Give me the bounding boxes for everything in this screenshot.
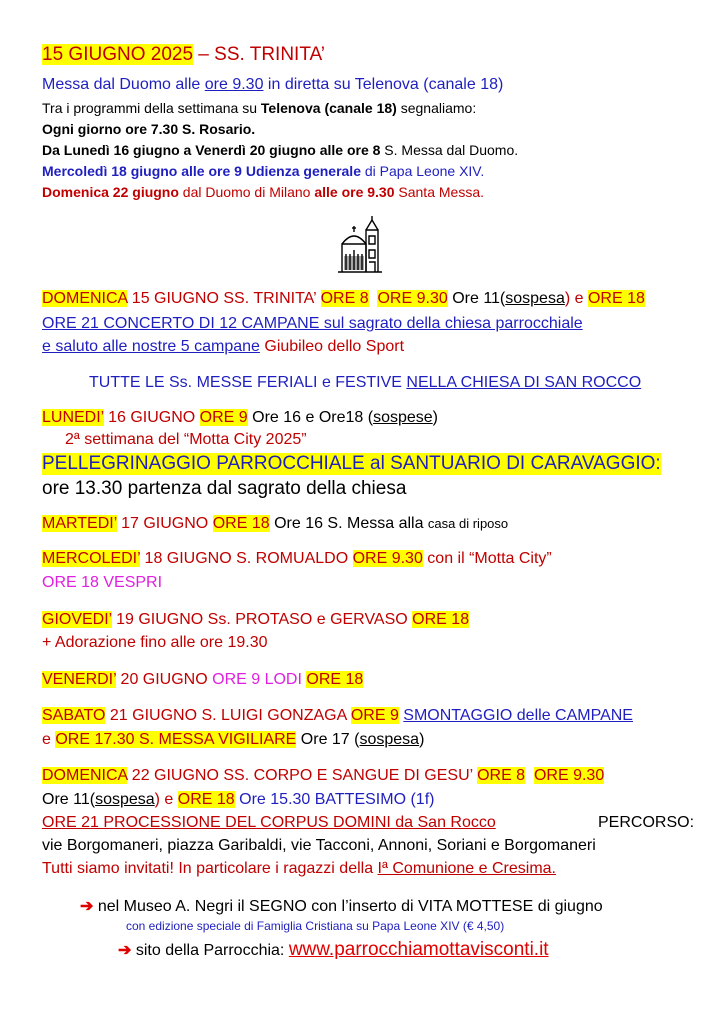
processione-line: ORE 21 PROCESSIONE DEL CORPUS DOMINI da San Rocco — [42, 814, 496, 831]
pellegrinaggio-line: PELLEGRINAGGIO PARROCCHIALE al SANTUARIO DI CARAVAGGIO: — [42, 453, 661, 474]
thursday-line: GIOVEDI’ 19 GIUGNO Ss. PROTASO e GERVASO ORE 18 — [42, 611, 470, 628]
rosario-line: Ogni giorno ore 7.30 S. Rosario. — [42, 121, 256, 137]
partenza-line: ore 13.30 partenza dal sagrato della chiesa — [42, 478, 407, 499]
percorso-vie: vie Borgomaneri, piazza Garibaldi, vie Tacconi, Annoni, Soriani e Borgomaneri — [42, 837, 596, 854]
percorso-label: PERCORSO: — [598, 814, 695, 831]
museo-line: ➔ nel Museo A. Negri il SEGNO con l’inserto di VITA MOTTESE di giugno — [80, 898, 603, 915]
udienza-line: Mercoledì 18 giugno alle ore 9 Udienza generale di Papa Leone XIV. — [42, 163, 485, 179]
vespri-line: ORE 18 VESPRI — [42, 574, 163, 591]
edizione-line: con edizione speciale di Famiglia Cristiana su Papa Leone XIV (€ 4,50) — [126, 919, 505, 933]
church-icon — [336, 214, 384, 274]
sunday-15-line: DOMENICA 15 GIUGNO SS. TRINITA’ ORE 8 ORE 9.30 Ore 11(sospesa) e ORE 18 — [42, 290, 645, 307]
parish-website-link[interactable]: www.parrocchiamottavisconti.it — [288, 939, 549, 960]
arrow-right-icon: ➔ — [118, 942, 132, 959]
arrow-right-icon: ➔ — [80, 898, 94, 915]
page-title: 15 GIUGNO 2025 – SS. TRINITA’ — [42, 44, 326, 65]
tv-line: Messa dal Duomo alle ore 9.30 in diretta su Telenova (canale 18) — [42, 76, 504, 93]
adorazione-line: + Adorazione fino alle ore 19.30 — [42, 634, 268, 651]
title-date: 15 GIUGNO 2025 — [42, 44, 194, 65]
sunday-duomo-line: Domenica 22 giugno dal Duomo di Milano alle ore 9.30 Santa Messa. — [42, 184, 484, 200]
programs-intro: Tra i programmi della settimana su Telenova (canale 18) segnaliamo: — [42, 100, 477, 116]
concert-line: ORE 21 CONCERTO DI 12 CAMPANE sul sagrato della chiesa parrocchiale — [42, 315, 583, 332]
tuesday-line: MARTEDI’ 17 GIUGNO ORE 18 Ore 16 S. Messa alla casa di riposo — [42, 515, 509, 532]
friday-line: VENERDI’ 20 GIUGNO ORE 9 LODI ORE 18 — [42, 671, 364, 688]
saluto-line: e saluto alle nostre 5 campane Giubileo dello Sport — [42, 338, 405, 355]
motta-city-line: 2ª settimana del “Motta City 2025” — [65, 431, 307, 448]
monday-line: LUNEDI’ 16 GIUGNO ORE 9 Ore 16 e Ore18 (sospese) — [42, 409, 438, 426]
battesimo-line: Ore 11(sospesa) e ORE 18 Ore 15.30 BATTESIMO (1f) — [42, 791, 435, 808]
sito-line: ➔ sito della Parrocchia: www.parrocchiamottavisconti.it — [118, 939, 549, 960]
duomo-mass-line: Da Lunedì 16 giugno a Venerdì 20 giugno alle ore 8 S. Messa dal Duomo. — [42, 142, 519, 158]
wednesday-line: MERCOLEDI’ 18 GIUGNO S. ROMUALDO ORE 9.30 con il “Motta City” — [42, 550, 552, 567]
invitati-line: Tutti siamo invitati! In particolare i ragazzi della Iª Comunione e Cresima. — [42, 860, 556, 877]
san-rocco-notice: TUTTE LE Ss. MESSE FERIALI e FESTIVE NELLA CHIESA DI SAN ROCCO — [89, 374, 642, 391]
saturday-line: SABATO 21 GIUGNO S. LUIGI GONZAGA ORE 9 SMONTAGGIO delle CAMPANE — [42, 707, 633, 724]
sunday-22-line: DOMENICA 22 GIUGNO SS. CORPO E SANGUE DI GESU’ ORE 8 ORE 9.30 — [42, 767, 605, 784]
title-feast: SS. TRINITA’ — [214, 44, 326, 65]
vigiliare-line: e ORE 17.30 S. MESSA VIGILIARE Ore 17 (sospesa) — [42, 731, 425, 748]
